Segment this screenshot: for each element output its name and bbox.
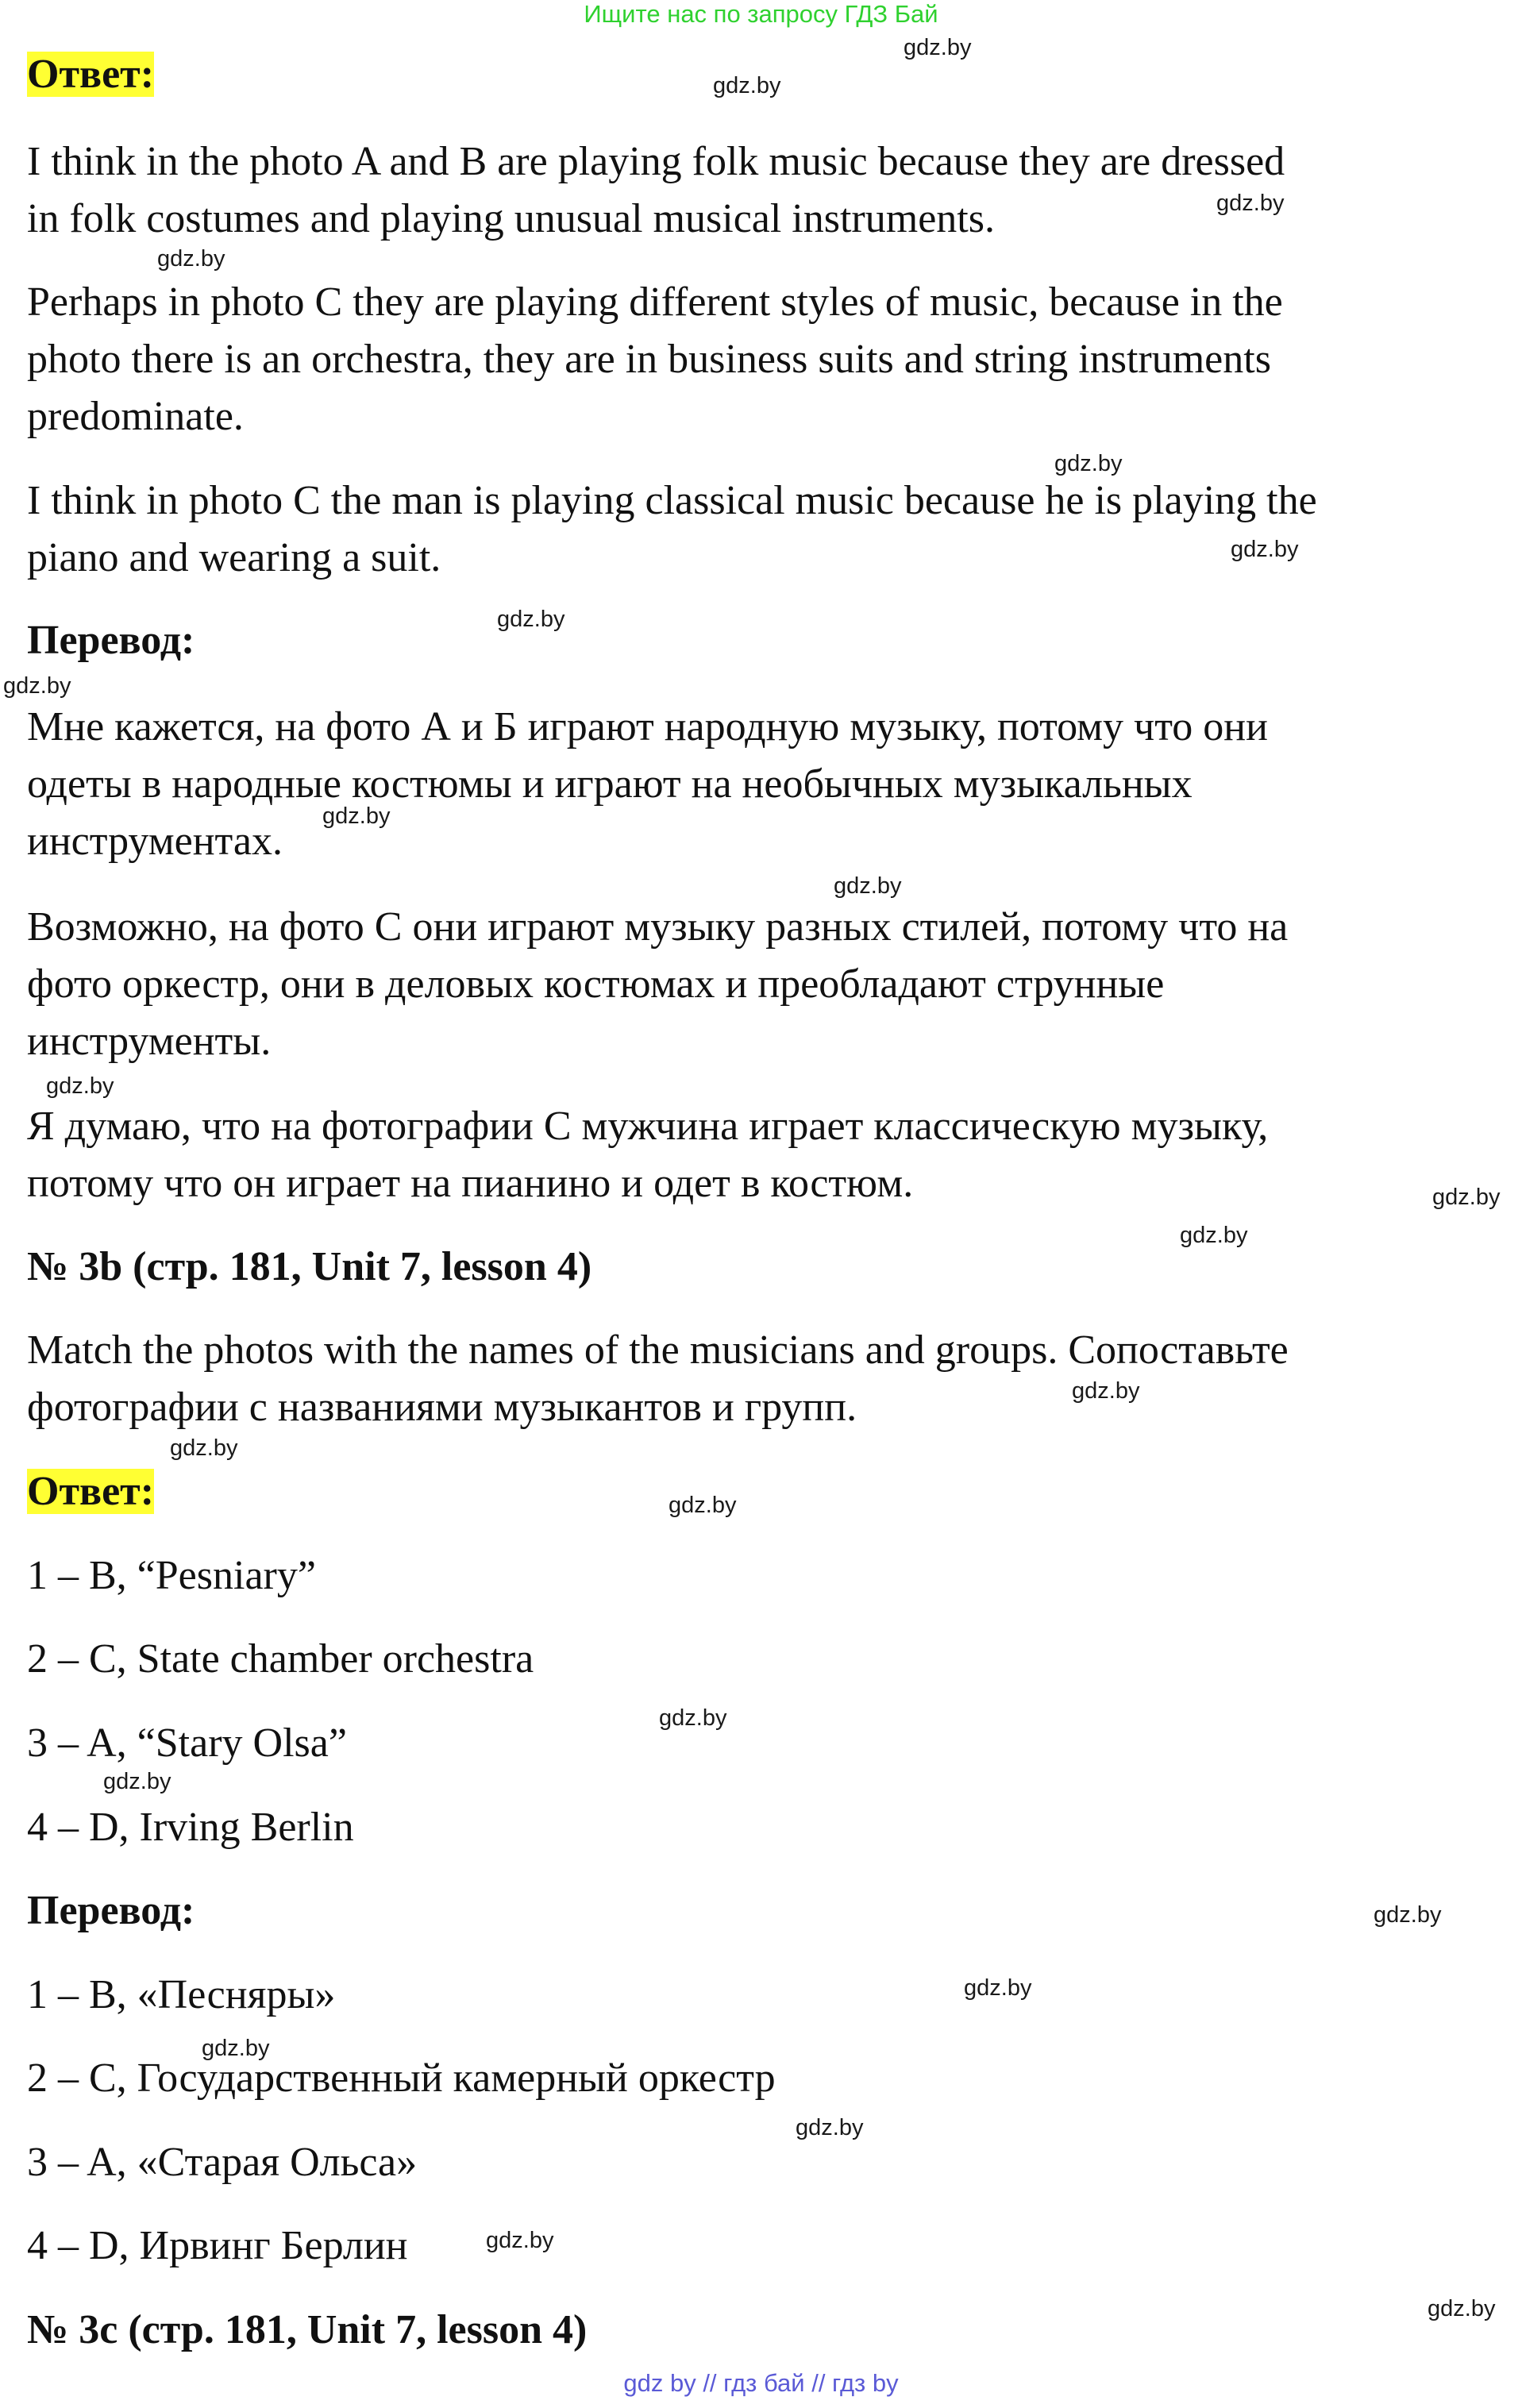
answer-label-3b: Ответ: <box>27 1469 155 1514</box>
watermark: gdz.by <box>157 246 225 272</box>
exercise-3c-heading: № 3c (стр. 181, Unit 7, lesson 4) <box>27 2307 588 2352</box>
watermark: gdz.by <box>659 1705 727 1731</box>
watermark: gdz.by <box>170 1435 238 1461</box>
translation-item-4: 4 – D, Ирвинг Берлин <box>27 2223 408 2268</box>
footer-links[interactable]: gdz by // гдз бай // гдз by <box>623 2369 899 2397</box>
watermark: gdz.by <box>202 2036 270 2061</box>
watermark: gdz.by <box>964 1975 1032 2001</box>
watermark: gdz.by <box>3 673 71 699</box>
watermark: gdz.by <box>904 35 972 60</box>
answer-paragraph-3: I think in photo C the man is playing classical music because he is playing the piano and wearing a suit. <box>27 478 1317 580</box>
translation-label-3b: Перевод: <box>27 1888 195 1933</box>
watermark: gdz.by <box>103 1769 171 1794</box>
watermark: gdz.by <box>669 1493 737 1518</box>
translation-paragraph-1: Мне кажется, на фото А и Б играют народную музыку, потому что они одеты в народные костюмы и играют на необычных музыкальных инструментах. <box>27 704 1268 864</box>
translation-item-2: 2 – C, Государственный камерный оркестр <box>27 2055 776 2101</box>
watermark: gdz.by <box>1216 191 1285 216</box>
answer-item-3: 3 – A, “Stary Olsa” <box>27 1720 347 1766</box>
watermark: gdz.by <box>1072 1378 1140 1404</box>
watermark: gdz.by <box>322 803 391 829</box>
translation-paragraph-3: Я думаю, что на фотографии С мужчина играет классическую музыку, потому что он играет на пианино и одет в костюм. <box>27 1104 1269 1206</box>
watermark: gdz.by <box>834 873 902 899</box>
exercise-3b-heading: № 3b (стр. 181, Unit 7, lesson 4) <box>27 1244 592 1289</box>
watermark: gdz.by <box>497 607 565 632</box>
watermark: gdz.by <box>1374 1902 1442 1928</box>
watermark: gdz.by <box>1054 451 1123 476</box>
watermark: gdz.by <box>486 2228 554 2253</box>
watermark: gdz.by <box>1428 2296 1496 2321</box>
answer-item-2: 2 – C, State chamber orchestra <box>27 1636 534 1682</box>
answer-item-4: 4 – D, Irving Berlin <box>27 1805 354 1850</box>
translation-item-3: 3 – A, «Старая Ольса» <box>27 2140 418 2185</box>
watermark: gdz.by <box>1231 537 1299 562</box>
answer-paragraph-2: Perhaps in photo C they are playing different styles of music, because in the photo there is an orchestra, they are in business suits and string instruments predominate. <box>27 279 1283 439</box>
answer-paragraph-1: I think in the photo A and B are playing folk music because they are dressed in folk costumes and playing unusual musical instruments. <box>27 139 1285 241</box>
answer-label: Ответ: <box>27 52 155 97</box>
watermark: gdz.by <box>1432 1185 1501 1210</box>
translation-item-1: 1 – B, «Песняры» <box>27 1972 336 2017</box>
watermark: gdz.by <box>46 1073 114 1099</box>
translation-label: Перевод: <box>27 618 195 663</box>
watermark: gdz.by <box>796 2115 864 2140</box>
answer-item-1: 1 – B, “Pesniary” <box>27 1553 316 1598</box>
top-banner[interactable]: Ищите нас по запросу ГДЗ Бай <box>584 0 938 28</box>
translation-paragraph-2: Возможно, на фото С они играют музыку разных стилей, потому что на фото оркестр, они в деловых костюмах и преобладают струнные инструменты. <box>27 904 1289 1064</box>
watermark: gdz.by <box>1180 1223 1248 1248</box>
watermark: gdz.by <box>713 73 781 98</box>
exercise-3b-task: Match the photos with the names of the musicians and groups. Сопоставьте фотографии с названиями музыкантов и групп. <box>27 1327 1289 1430</box>
